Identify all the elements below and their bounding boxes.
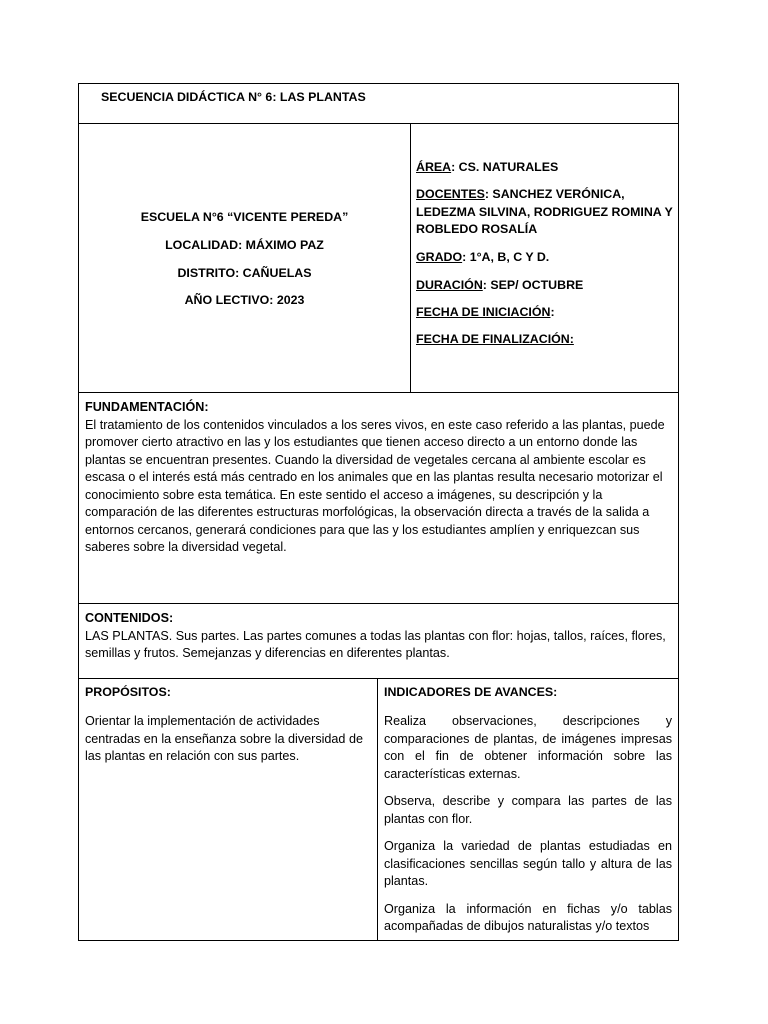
fundamentacion-text: El tratamiento de los contenidos vinculados a los seres vivos, en este caso referido a las plantas, puede promover cierto atractivo en las y los estudiantes que tienen acceso directo a un entorno donde las plantas se encuentran presentes. Cuando la diversidad de vegetales cercana al ambiente escolar es escasa o el interés está más centrado en los animales que en las plantas resulta necesario motorizar el conocimiento sobre esta temática. En este sentido el acceso a imágenes, su descripción y la comparación de las diferentes estructuras morfológicas, la observación directa a través de la salida a entornos cercanos, generará condiciones para que las y los estudiantes amplíen y enriquezcan sus saberes sobre la diversidad vegetal. [85, 417, 665, 554]
duracion-row [416, 277, 676, 295]
school-year: AÑO LECTIVO: 2023 [184, 293, 305, 307]
docentes-label: DOCENTES [416, 187, 485, 201]
indicadores-list [384, 713, 672, 941]
indicadores-heading: INDICADORES DE AVANCES: [384, 685, 558, 699]
fundamentacion-heading: FUNDAMENTACIÓN: [85, 400, 209, 414]
grado-label: GRADO [416, 250, 463, 264]
fin-label: FECHA DE FINALIZACIÓN: [416, 332, 574, 346]
school-district: DISTRITO: CAÑUELAS [177, 266, 312, 280]
course-details-cell [410, 123, 679, 393]
propositos-heading: PROPÓSITOS: [85, 685, 171, 699]
indicador-item: Organiza la información en fichas y/o tablas acompañadas de dibujos naturalistas y/o textos [384, 901, 672, 933]
inicio-row [416, 304, 676, 322]
grado-row [416, 249, 676, 267]
school-info-cell [78, 123, 411, 393]
propositos-text: Orientar la implementación de actividades centradas en la enseñanza sobre la diversidad de las plantas en relación con sus partes. [85, 714, 363, 763]
indicadores-cell [377, 678, 679, 941]
duracion-label: DURACIÓN [416, 278, 483, 292]
fin-row [416, 331, 676, 349]
contenidos-text: LAS PLANTAS. Sus partes. Las partes comunes a todas las plantas con flor: hojas, tallos, raíces, flores, semillas y frutos. Semejanzas y diferencias en diferentes plantas. [85, 628, 666, 660]
fundamentacion-cell [78, 392, 679, 604]
docentes-value: : SANCHEZ VERÓNICA, LEDEZMA SILVINA, RODRIGUEZ ROMINA Y ROBLEDO ROSALÍA [416, 187, 673, 236]
duracion-value: : SEP/ OCTUBRE [482, 278, 584, 292]
school-name: ESCUELA N°6 “VICENTE PEREDA” [140, 210, 349, 224]
school-locality: LOCALIDAD: MÁXIMO PAZ [165, 238, 324, 252]
grado-value: : 1°A, B, C Y D. [462, 250, 550, 264]
contenidos-cell [78, 603, 679, 679]
contenidos-section [85, 610, 675, 663]
inicio-value: : [550, 305, 555, 319]
title-cell [78, 83, 679, 124]
document-title: SECUENCIA DIDÁCTICA N° 6: LAS PLANTAS [101, 90, 366, 104]
docentes-row [416, 186, 676, 239]
indicador-item: Realiza observaciones, descripciones y comparaciones de plantas, de imágenes impresas con el fin de obtener información sobre las características externas. [384, 714, 672, 781]
indicador-item: Observa, describe y compara las partes de las plantas con flor. [384, 794, 672, 826]
area-label: ÁREA [416, 160, 452, 174]
contenidos-heading: CONTENIDOS: [85, 611, 174, 625]
propositos-cell [78, 678, 378, 941]
area-row [416, 159, 676, 177]
fundamentacion-section [85, 399, 675, 557]
inicio-label: FECHA DE INICIACIÓN [416, 305, 551, 319]
area-value: : CS. NATURALES [451, 160, 559, 174]
indicador-item: Organiza la variedad de plantas estudiadas en clasificaciones sencillas según tallo y altura de las plantas. [384, 839, 672, 888]
